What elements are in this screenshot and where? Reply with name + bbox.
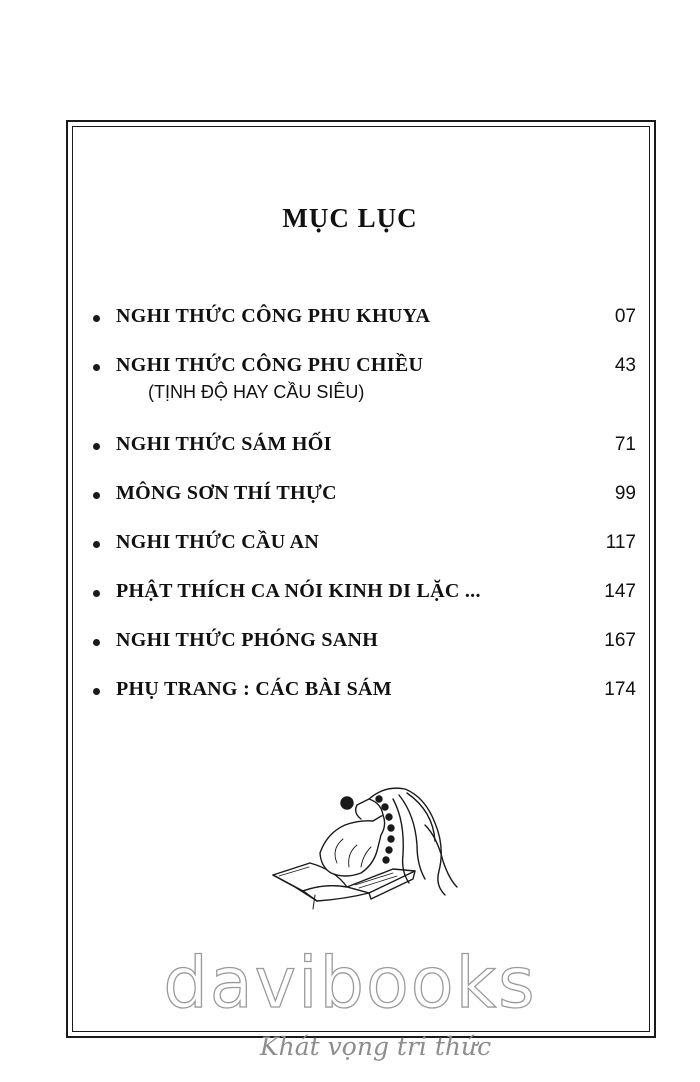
toc-entry-title: NGHI THỨC CÔNG PHU CHIỀU [116, 354, 424, 376]
toc-entry-page: 117 [605, 532, 636, 553]
toc-entry-page: 147 [604, 581, 636, 602]
bullet-icon [93, 443, 100, 450]
page-title: MỤC LỤC [282, 203, 418, 233]
toc-entry-page: 99 [614, 483, 636, 504]
toc-entry-title: NGHI THỨC PHÓNG SANH [116, 629, 379, 651]
toc-entry-page: 167 [604, 630, 636, 651]
toc-entry-title: PHỤ TRANG : CÁC BÀI SÁM [116, 678, 392, 700]
bullet-icon [93, 492, 100, 499]
toc-entry-title: PHẬT THÍCH CA NÓI KINH DI LẶC ... [116, 580, 481, 602]
toc-entry-page: 71 [614, 434, 636, 455]
toc-entry-title: NGHI THỨC SÁM HỐI [116, 433, 332, 455]
bullet-icon [93, 541, 100, 548]
bullet-icon [93, 590, 100, 597]
watermark-tagline: Khát vọng tri thức [260, 1032, 492, 1061]
toc-entry-page: 174 [604, 679, 636, 700]
bullet-icon [93, 364, 100, 371]
toc-entry-title: NGHI THỨC CÔNG PHU KHUYA [116, 305, 431, 327]
toc-entry-page: 07 [614, 306, 636, 327]
bullet-icon [93, 315, 100, 322]
toc-entry-title: NGHI THỨC CẦU AN [116, 531, 320, 553]
praying-hands-book-icon [265, 775, 460, 915]
toc-entry-subtitle: (TỊNH ĐỘ HAY CẦU SIÊU) [148, 382, 365, 402]
toc-entry-page: 43 [614, 355, 636, 376]
toc-entry-title: MÔNG SƠN THÍ THỰC [116, 482, 337, 504]
bullet-icon [93, 688, 100, 695]
bullet-icon [93, 639, 100, 646]
watermark-brand: davibooks [163, 942, 537, 1024]
